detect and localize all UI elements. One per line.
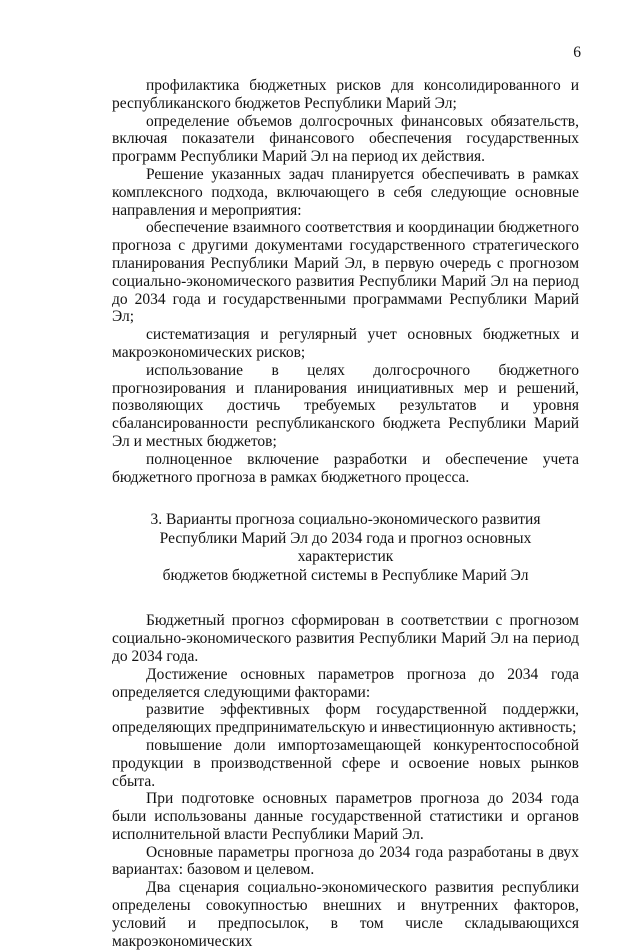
paragraph: повышение доли импортозамещающей конкурентоспособной продукции в производственной сфере и освоение новых рынков сбыта. [112, 736, 579, 790]
paragraph: Достижение основных параметров прогноза до 2034 года определяется следующими факторами: [112, 665, 579, 701]
section-heading-line: бюджетов бюджетной системы в Республике Марий Эл [162, 566, 529, 584]
paragraph: использование в целях долгосрочного бюджетного прогнозирования и планирования инициативных мер и решений, позволяющих достичь требуемых результатов и уровня сбалансированности республиканского бюджета Республики Марий Эл и местных бюджетов; [112, 361, 579, 450]
paragraph: развитие эффективных форм государственной поддержки, определяющих предпринимательскую и инвестиционную активность; [112, 701, 579, 737]
document-body [112, 77, 579, 950]
paragraph: Решение указанных задач планируется обеспечивать в рамках комплексного подхода, включающего в себя следующие основные направления и мероприятия: [112, 165, 579, 219]
section-heading-line: Республики Марий Эл до 2034 года и прогноз основных характеристик [159, 529, 532, 566]
paragraph: полноценное включение разработки и обеспечение учета бюджетного прогноза в рамках бюджетного процесса. [112, 450, 579, 486]
paragraph: При подготовке основных параметров прогноза до 2034 года были использованы данные государственной статистики и органов исполнительной власти Республики Марий Эл. [112, 790, 579, 843]
page-number: 6 [573, 44, 581, 61]
paragraph: систематизация и регулярный учет основных бюджетных и макроэкономических рисков; [112, 326, 579, 361]
section-heading [112, 511, 579, 585]
paragraph: обеспечение взаимного соответствия и координации бюджетного прогноза с другими документами государственного стратегического планирования Республики Марий Эл, в первую очередь с прогнозом социально-экономического развития Республики Марий Эл на период до 2034 года и государственными программами Республики Марий Эл; [112, 219, 579, 326]
paragraph: Основные параметры прогноза до 2034 года разработаны в двух вариантах: базовом и целевом. [112, 843, 579, 879]
section-heading-line: 3. Варианты прогноза социально-экономического развития [150, 511, 541, 529]
paragraph: Бюджетный прогноз сформирован в соответствии с прогнозом социально-экономического развития Республики Марий Эл на период до 2034 года. [112, 612, 579, 665]
paragraph: Два сценария социально-экономического развития республики определены совокупностью внешних и внутренних факторов, условий и предпосылок, в том числе складывающихся макроэкономических [112, 879, 579, 950]
paragraph: определение объемов долгосрочных финансовых обязательств, включая показатели финансового обеспечения государственных программ Республики Марий Эл на период их действия. [112, 112, 579, 166]
paragraph: профилактика бюджетных рисков для консолидированного и республиканского бюджетов Республики Марий Эл; [112, 77, 579, 112]
